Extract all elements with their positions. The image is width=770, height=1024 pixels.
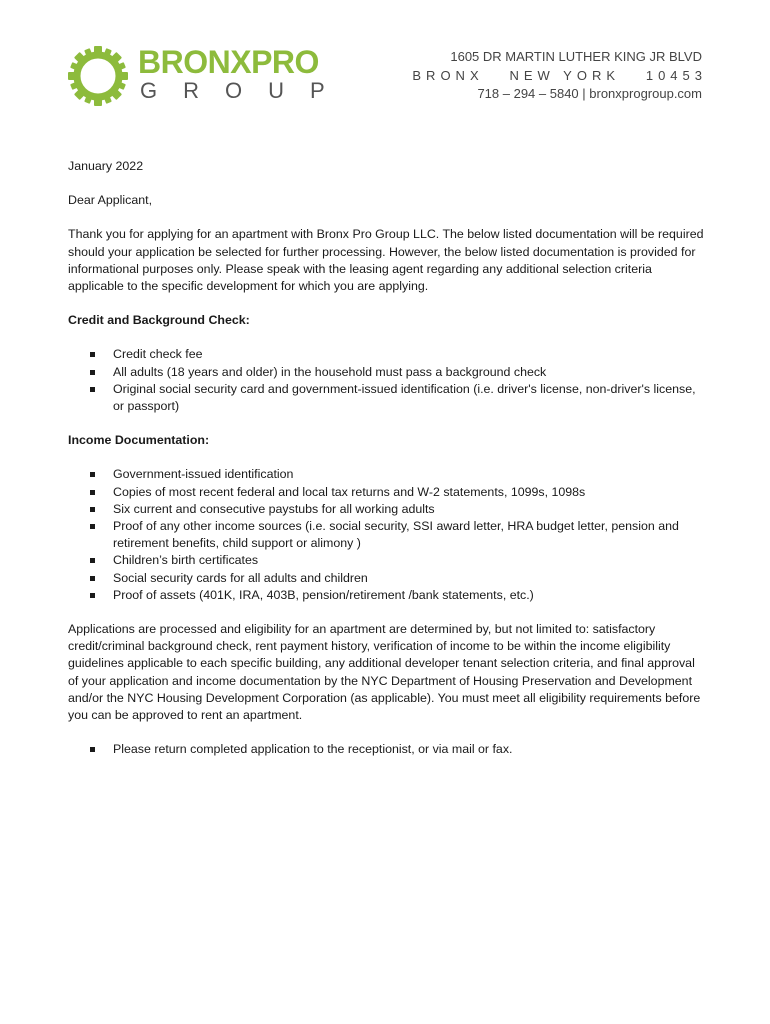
- letter-body: [68, 158, 704, 775]
- company-address: [412, 48, 707, 104]
- income-list: [68, 466, 704, 604]
- bullet-icon: [90, 387, 95, 392]
- address-contact: 718 – 294 – 5840 | bronxprogroup.com: [477, 86, 702, 101]
- list-item-text: Social security cards for all adults and children: [113, 570, 368, 585]
- logo-brand-sub: GROUP: [140, 78, 351, 103]
- list-item-text: Credit check fee: [113, 347, 203, 362]
- address-city: BRONX NEW YORK 10453: [412, 67, 707, 83]
- list-item-text: Copies of most recent federal and local tax returns and W-2 statements, 1099s, 1098s: [113, 484, 586, 499]
- credit-section-title: Credit and Background Check:: [68, 313, 250, 328]
- letter-greeting: Dear Applicant,: [68, 193, 153, 208]
- logo-brand-word: BRONXPRO: [138, 44, 319, 80]
- list-item: [68, 381, 704, 415]
- bullet-icon: [90, 576, 95, 581]
- list-item: [68, 501, 704, 518]
- list-item: [68, 518, 704, 552]
- bullet-icon: [90, 490, 95, 495]
- list-item: [68, 484, 704, 501]
- credit-list: [68, 346, 704, 415]
- list-item-text: Government-issued identification: [113, 467, 294, 482]
- bullet-icon: [90, 524, 95, 529]
- letter-date: January 2022: [68, 159, 144, 173]
- bullet-icon: [90, 593, 95, 598]
- list-item-text: All adults (18 years and older) in the household must pass a background check: [113, 364, 547, 379]
- list-item-text: Six current and consecutive paystubs for all working adults: [113, 501, 435, 516]
- final-list: [68, 741, 704, 758]
- bullet-icon: [90, 370, 95, 375]
- list-item-text: Proof of assets (401K, IRA, 403B, pension/retirement /bank statements, etc.): [113, 587, 534, 602]
- list-item: [68, 570, 704, 587]
- list-item: [68, 587, 704, 604]
- list-item: [68, 552, 704, 569]
- address-street: 1605 DR MARTIN LUTHER KING JR BLVD: [450, 49, 702, 64]
- list-item-text: Proof of any other income sources (i.e. social security, SSI award letter, HRA budget letter, pension and retirement benefits, child support or alimony ): [113, 519, 679, 551]
- bullet-icon: [90, 507, 95, 512]
- list-item-text: Original social security card and government-issued identification (i.e. driver's license, non-driver's license, or passport): [113, 381, 696, 414]
- list-item: [68, 346, 704, 363]
- list-item: [68, 741, 704, 758]
- list-item-text: Please return completed application to the receptionist, or via mail or fax.: [113, 742, 513, 757]
- bullet-icon: [90, 352, 95, 357]
- bullet-icon: [90, 558, 95, 563]
- bullet-icon: [90, 472, 95, 477]
- letter-closing: Applications are processed and eligibility for an apartment are determined by, but not limited to: satisfactory credit/criminal background check, rent payment history, verification of income to be within the income eligibility guidelines applicable to each specific building, any additional developer tenant selection criteria, and final approval of your application and income documentation by the NYC Department of Housing Preservation and Development and/or the NYC Housing Development Corporation (as applicable). You must meet all eligibility requirements before you can be approved to rent an apartment.: [68, 622, 701, 723]
- bullet-icon: [90, 747, 95, 752]
- income-section-title: Income Documentation:: [68, 433, 210, 448]
- list-item-text: Children’s birth certificates: [113, 553, 259, 568]
- gear-icon: [68, 46, 128, 106]
- company-logo: [68, 44, 351, 108]
- letter-intro: Thank you for applying for an apartment with Bronx Pro Group LLC. The below listed documentation will be required should your application be selected for further processing. However, the below listed documentation is provided for informational purposes only. Please speak with the leasing agent regarding any additional selection criteria applicable to the specific development for which you are applying.: [68, 227, 704, 294]
- list-item: [68, 364, 704, 381]
- list-item: [68, 466, 704, 483]
